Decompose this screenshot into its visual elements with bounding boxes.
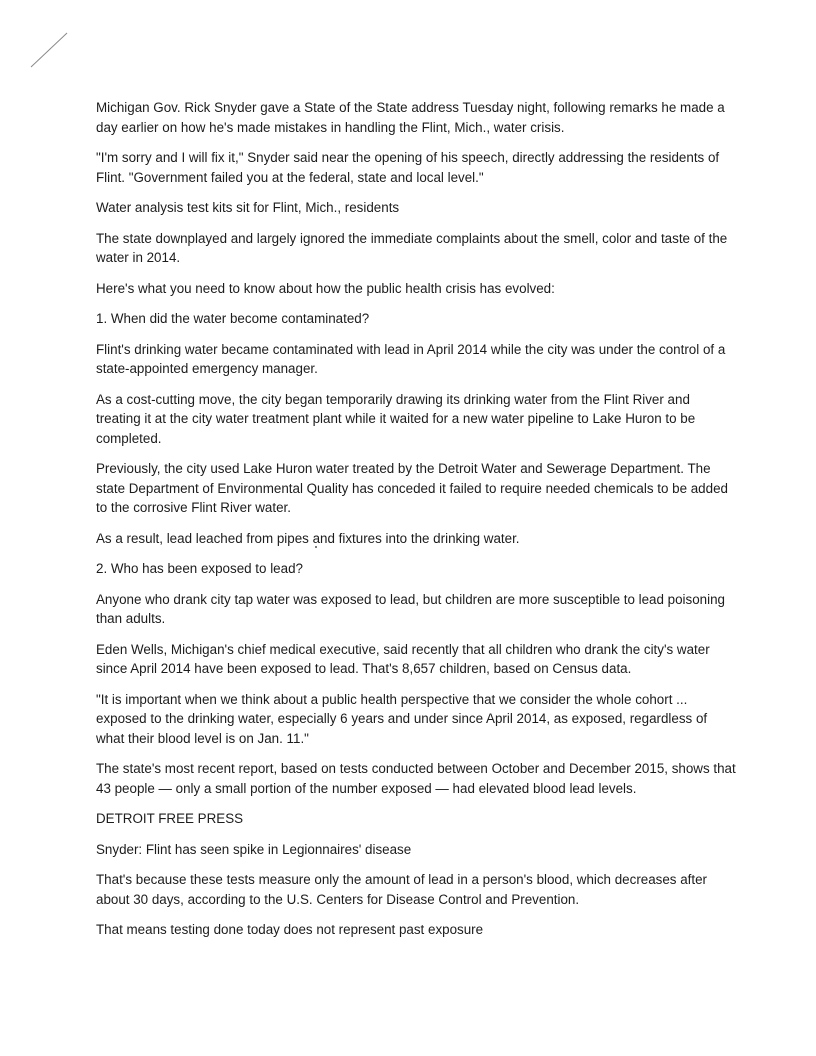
- paragraph-state-downplayed: The state downplayed and largely ignored the immediate complaints about the smell, color and taste of the water in 2014.: [96, 230, 728, 265]
- section-heading-contamination: 1. When did the water become contaminated?: [96, 311, 370, 326]
- article-body: [96, 98, 736, 951]
- related-headline-legionnaires: Snyder: Flint has seen spike in Legionnaires' disease: [96, 841, 412, 857]
- section-heading-exposure: 2. Who has been exposed to lead?: [96, 561, 303, 576]
- paragraph-eden-wells: Eden Wells, Michigan's chief medical executive, said recently that all children who drank the city's water since April 2014 have been exposed to lead. That's 8,657 children, based on Census data.: [96, 641, 710, 676]
- paragraph-intro: Michigan Gov. Rick Snyder gave a State of the State address Tuesday night, following remarks he made a day earlier on how he's made mistakes in handling the Flint, Mich., water crisis.: [96, 100, 725, 135]
- paragraph-what-to-know: Here's what you need to know about how the public health crisis has evolved:: [96, 280, 555, 296]
- pen-stroke-mark: [28, 30, 72, 70]
- photo-caption-test-kits: Water analysis test kits sit for Flint, Mich., residents: [96, 200, 400, 215]
- paragraph-tap-water: Anyone who drank city tap water was exposed to lead, but children are more susceptible to lead poisoning than adults.: [96, 591, 725, 626]
- paragraph-state-report: The state's most recent report, based on tests conducted between October and December 2015, shows that 43 people — only a small portion of the number exposed — had elevated blood lead levels.: [96, 761, 736, 796]
- paragraph-contaminated-april-2014: Flint's drinking water became contaminated with lead in April 2014 while the city was under the control of a state-appointed emergency manager.: [96, 341, 726, 376]
- paragraph-blood-tests: That's because these tests measure only the amount of lead in a person's blood, which decreases after about 30 days, according to the U.S. Centers for Disease Control and Prevention.: [96, 872, 708, 907]
- paragraph-cohort-quote: "It is important when we think about a public health perspective that we consider the whole cohort ... exposed to the drinking water, especially 6 years and under since April 2014, as exposed, regardless of what their blood level is on Jan. 11.": [96, 691, 708, 746]
- paragraph-past-exposure: That means testing done today does not represent past exposure: [96, 922, 484, 937]
- paragraph-lake-huron: Previously, the city used Lake Huron water treated by the Detroit Water and Sewerage Department. The state Department of Environmental Quality has conceded it failed to require needed chemicals to be added to the corrosive Flint River water.: [96, 461, 728, 515]
- paragraph-lead-leached: As a result, lead leached from pipes and fixtures into the drinking water.: [96, 530, 520, 546]
- source-credit: DETROIT FREE PRESS: [96, 811, 244, 826]
- paragraph-snyder-quote: "I'm sorry and I will fix it," Snyder said near the opening of his speech, directly addressing the residents of Flint. "Government failed you at the federal, state and local level.": [96, 150, 720, 185]
- paragraph-cost-cutting: As a cost-cutting move, the city began temporarily drawing its drinking water from the Flint River and treating it at the city water treatment plant while it waited for a new water pipeline to Lake Huron to be completed.: [96, 391, 696, 446]
